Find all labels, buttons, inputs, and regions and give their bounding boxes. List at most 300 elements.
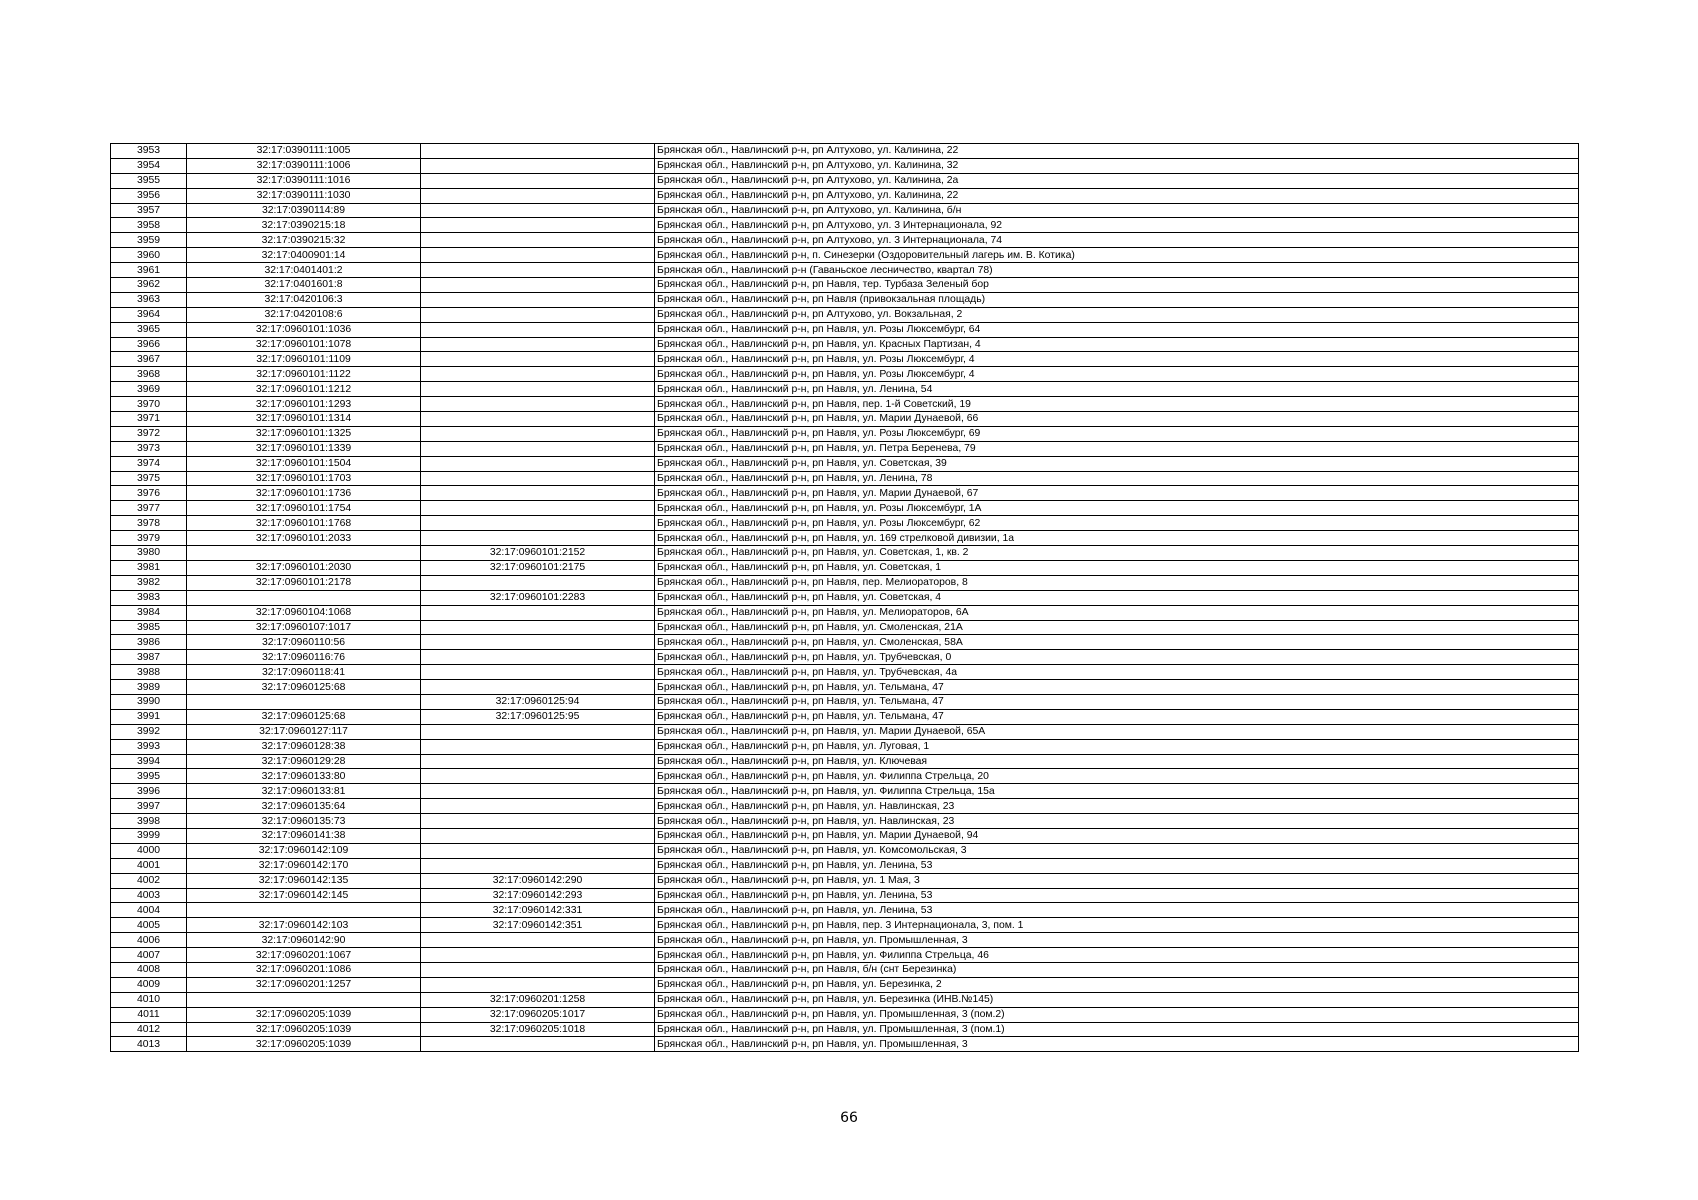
table-row (111, 843, 1579, 858)
address-cell: Брянская обл., Навлинский р-н, рп Навля, ул. Березинка (ИНВ.№145) (655, 992, 1579, 1007)
row-number-cell: 3991 (111, 709, 187, 724)
object-cadastral-number-cell: 32:17:0960142:331 (421, 903, 655, 918)
row-number-cell: 3963 (111, 292, 187, 307)
row-number-cell: 4007 (111, 948, 187, 963)
row-number-cell: 3967 (111, 352, 187, 367)
row-number-cell: 4004 (111, 903, 187, 918)
address-cell: Брянская обл., Навлинский р-н, рп Навля, ул. Филиппа Стрельца, 15а (655, 784, 1579, 799)
land-cadastral-number-cell: 32:17:0960142:170 (187, 858, 421, 873)
table-row (111, 203, 1579, 218)
object-cadastral-number-cell (421, 203, 655, 218)
row-number-cell: 3970 (111, 397, 187, 412)
address-cell: Брянская обл., Навлинский р-н, рп Навля, ул. Розы Люксембург, 1А (655, 501, 1579, 516)
land-cadastral-number-cell: 32:17:0960135:64 (187, 799, 421, 814)
page-number: 66 (840, 1110, 858, 1126)
row-number-cell: 3962 (111, 278, 187, 293)
table-row (111, 426, 1579, 441)
table-row (111, 828, 1579, 843)
land-cadastral-number-cell: 32:17:0960125:68 (187, 680, 421, 695)
address-cell: Брянская обл., Навлинский р-н, рп Алтухово, ул. Калинина, 32 (655, 158, 1579, 173)
address-cell: Брянская обл., Навлинский р-н, рп Навля, ул. Трубчевская, 0 (655, 650, 1579, 665)
object-cadastral-number-cell (421, 218, 655, 233)
land-cadastral-number-cell (187, 590, 421, 605)
address-cell: Брянская обл., Навлинский р-н, рп Навля, ул. Розы Люксембург, 69 (655, 426, 1579, 441)
address-cell: Брянская обл., Навлинский р-н, рп Алтухово, ул. Калинина, 22 (655, 144, 1579, 159)
address-cell: Брянская обл., Навлинский р-н, рп Алтухово, ул. 3 Интернационала, 74 (655, 233, 1579, 248)
address-cell: Брянская обл., Навлинский р-н, рп Навля, ул. Филиппа Стрельца, 20 (655, 769, 1579, 784)
table-row (111, 754, 1579, 769)
land-cadastral-number-cell: 32:17:0401401:2 (187, 263, 421, 278)
table-row (111, 650, 1579, 665)
table-row (111, 992, 1579, 1007)
land-cadastral-number-cell: 32:17:0960101:1703 (187, 471, 421, 486)
table-row (111, 233, 1579, 248)
table-row (111, 948, 1579, 963)
row-number-cell: 3973 (111, 441, 187, 456)
object-cadastral-number-cell (421, 501, 655, 516)
land-cadastral-number-cell: 32:17:0960133:81 (187, 784, 421, 799)
address-cell: Брянская обл., Навлинский р-н, рп Алтухово, ул. Вокзальная, 2 (655, 307, 1579, 322)
object-cadastral-number-cell (421, 471, 655, 486)
object-cadastral-number-cell (421, 1037, 655, 1052)
row-number-cell: 3983 (111, 590, 187, 605)
address-cell: Брянская обл., Навлинский р-н, рп Навля, ул. Промышленная, 3 (655, 933, 1579, 948)
table-row (111, 471, 1579, 486)
address-cell: Брянская обл., Навлинский р-н, рп Навля, ул. Розы Люксембург, 4 (655, 352, 1579, 367)
object-cadastral-number-cell (421, 278, 655, 293)
land-cadastral-number-cell: 32:17:0960142:109 (187, 843, 421, 858)
object-cadastral-number-cell (421, 575, 655, 590)
row-number-cell: 4002 (111, 873, 187, 888)
object-cadastral-number-cell: 32:17:0960125:95 (421, 709, 655, 724)
table-row (111, 367, 1579, 382)
table-row (111, 441, 1579, 456)
address-cell: Брянская обл., Навлинский р-н, рп Навля, ул. Тельмана, 47 (655, 680, 1579, 695)
row-number-cell: 3956 (111, 188, 187, 203)
address-cell: Брянская обл., Навлинский р-н, рп Навля, ул. Марии Дунаевой, 66 (655, 412, 1579, 427)
row-number-cell: 3968 (111, 367, 187, 382)
object-cadastral-number-cell: 32:17:0960101:2175 (421, 560, 655, 575)
property-table-body (111, 144, 1579, 1052)
object-cadastral-number-cell (421, 680, 655, 695)
land-cadastral-number-cell: 32:17:0960201:1257 (187, 977, 421, 992)
row-number-cell: 3985 (111, 620, 187, 635)
row-number-cell: 4013 (111, 1037, 187, 1052)
object-cadastral-number-cell (421, 814, 655, 829)
land-cadastral-number-cell: 32:17:0960142:90 (187, 933, 421, 948)
land-cadastral-number-cell: 32:17:0960205:1039 (187, 1037, 421, 1052)
object-cadastral-number-cell (421, 337, 655, 352)
table-row (111, 397, 1579, 412)
object-cadastral-number-cell (421, 531, 655, 546)
table-row (111, 799, 1579, 814)
address-cell: Брянская обл., Навлинский р-н, п. Синезерки (Оздоровительный лагерь им. В. Котика) (655, 248, 1579, 263)
row-number-cell: 3998 (111, 814, 187, 829)
table-row (111, 680, 1579, 695)
row-number-cell: 3972 (111, 426, 187, 441)
land-cadastral-number-cell: 32:17:0960101:2178 (187, 575, 421, 590)
land-cadastral-number-cell: 32:17:0390111:1030 (187, 188, 421, 203)
row-number-cell: 3954 (111, 158, 187, 173)
address-cell: Брянская обл., Навлинский р-н, рп Навля, ул. Марии Дунаевой, 67 (655, 486, 1579, 501)
object-cadastral-number-cell (421, 382, 655, 397)
row-number-cell: 3987 (111, 650, 187, 665)
table-row (111, 814, 1579, 829)
land-cadastral-number-cell: 32:17:0390215:32 (187, 233, 421, 248)
address-cell: Брянская обл., Навлинский р-н, рп Навля, ул. Ленина, 54 (655, 382, 1579, 397)
row-number-cell: 3981 (111, 560, 187, 575)
table-row (111, 575, 1579, 590)
address-cell: Брянская обл., Навлинский р-н, рп Навля, ул. Смоленская, 58А (655, 635, 1579, 650)
table-row (111, 412, 1579, 427)
land-cadastral-number-cell: 32:17:0960101:1339 (187, 441, 421, 456)
row-number-cell: 3974 (111, 456, 187, 471)
land-cadastral-number-cell: 32:17:0960135:73 (187, 814, 421, 829)
table-row (111, 858, 1579, 873)
table-row (111, 173, 1579, 188)
object-cadastral-number-cell (421, 620, 655, 635)
table-row (111, 1007, 1579, 1022)
land-cadastral-number-cell (187, 903, 421, 918)
address-cell: Брянская обл., Навлинский р-н, рп Алтухово, ул. Калинина, б/н (655, 203, 1579, 218)
land-cadastral-number-cell: 32:17:0960101:2033 (187, 531, 421, 546)
address-cell: Брянская обл., Навлинский р-н, рп Навля, ул. Розы Люксембург, 64 (655, 322, 1579, 337)
address-cell: Брянская обл., Навлинский р-н, рп Навля, ул. Марии Дунаевой, 94 (655, 828, 1579, 843)
row-number-cell: 4003 (111, 888, 187, 903)
table-row (111, 158, 1579, 173)
land-cadastral-number-cell: 32:17:0960127:117 (187, 724, 421, 739)
land-cadastral-number-cell: 32:17:0960205:1039 (187, 1022, 421, 1037)
address-cell: Брянская обл., Навлинский р-н, рп Навля, ул. Советская, 4 (655, 590, 1579, 605)
object-cadastral-number-cell: 32:17:0960101:2283 (421, 590, 655, 605)
table-row (111, 903, 1579, 918)
table-row (111, 188, 1579, 203)
table-row (111, 307, 1579, 322)
land-cadastral-number-cell (187, 992, 421, 1007)
address-cell: Брянская обл., Навлинский р-н, рп Навля, ул. Ленина, 78 (655, 471, 1579, 486)
address-cell: Брянская обл., Навлинский р-н, рп Навля, б/н (снт Березинка) (655, 962, 1579, 977)
table-row (111, 739, 1579, 754)
table-row (111, 352, 1579, 367)
table-row (111, 620, 1579, 635)
row-number-cell: 3969 (111, 382, 187, 397)
land-cadastral-number-cell: 32:17:0960128:38 (187, 739, 421, 754)
address-cell: Брянская обл., Навлинский р-н, рп Навля, ул. Ленина, 53 (655, 888, 1579, 903)
object-cadastral-number-cell (421, 665, 655, 680)
table-row (111, 1022, 1579, 1037)
address-cell: Брянская обл., Навлинский р-н, рп Навля, ул. 169 стрелковой дивизии, 1а (655, 531, 1579, 546)
object-cadastral-number-cell (421, 635, 655, 650)
row-number-cell: 4005 (111, 918, 187, 933)
row-number-cell: 3957 (111, 203, 187, 218)
row-number-cell: 3964 (111, 307, 187, 322)
object-cadastral-number-cell (421, 650, 655, 665)
row-number-cell: 4012 (111, 1022, 187, 1037)
address-cell: Брянская обл., Навлинский р-н, рп Алтухово, ул. Калинина, 22 (655, 188, 1579, 203)
object-cadastral-number-cell (421, 248, 655, 263)
row-number-cell: 3979 (111, 531, 187, 546)
land-cadastral-number-cell: 32:17:0960101:2030 (187, 560, 421, 575)
table-row (111, 769, 1579, 784)
address-cell: Брянская обл., Навлинский р-н, рп Навля, ул. Марии Дунаевой, 65А (655, 724, 1579, 739)
object-cadastral-number-cell (421, 739, 655, 754)
row-number-cell: 4009 (111, 977, 187, 992)
row-number-cell: 3955 (111, 173, 187, 188)
row-number-cell: 3966 (111, 337, 187, 352)
object-cadastral-number-cell (421, 144, 655, 159)
land-cadastral-number-cell: 32:17:0960142:103 (187, 918, 421, 933)
land-cadastral-number-cell: 32:17:0960104:1068 (187, 605, 421, 620)
row-number-cell: 3986 (111, 635, 187, 650)
row-number-cell: 4008 (111, 962, 187, 977)
land-cadastral-number-cell: 32:17:0401601:8 (187, 278, 421, 293)
land-cadastral-number-cell: 32:17:0960201:1067 (187, 948, 421, 963)
address-cell: Брянская обл., Навлинский р-н, рп Навля (привокзальная площадь) (655, 292, 1579, 307)
object-cadastral-number-cell: 32:17:0960205:1017 (421, 1007, 655, 1022)
address-cell: Брянская обл., Навлинский р-н, рп Навля, ул. Ключевая (655, 754, 1579, 769)
table-row (111, 456, 1579, 471)
object-cadastral-number-cell (421, 948, 655, 963)
table-row (111, 560, 1579, 575)
land-cadastral-number-cell: 32:17:0960141:38 (187, 828, 421, 843)
address-cell: Брянская обл., Навлинский р-н, рп Навля, ул. Ленина, 53 (655, 858, 1579, 873)
land-cadastral-number-cell: 32:17:0960101:1736 (187, 486, 421, 501)
address-cell: Брянская обл., Навлинский р-н, рп Навля, ул. Промышленная, 3 (пом.1) (655, 1022, 1579, 1037)
land-cadastral-number-cell: 32:17:0420108:6 (187, 307, 421, 322)
land-cadastral-number-cell: 32:17:0960142:145 (187, 888, 421, 903)
address-cell: Брянская обл., Навлинский р-н, рп Навля, ул. Трубчевская, 4а (655, 665, 1579, 680)
table-row (111, 337, 1579, 352)
land-cadastral-number-cell: 32:17:0960101:1122 (187, 367, 421, 382)
land-cadastral-number-cell: 32:17:0960101:1293 (187, 397, 421, 412)
row-number-cell: 3978 (111, 516, 187, 531)
address-cell: Брянская обл., Навлинский р-н, рп Навля, тер. Турбаза Зеленый бор (655, 278, 1579, 293)
object-cadastral-number-cell (421, 233, 655, 248)
land-cadastral-number-cell: 32:17:0960101:1504 (187, 456, 421, 471)
row-number-cell: 3988 (111, 665, 187, 680)
table-row (111, 144, 1579, 159)
address-cell: Брянская обл., Навлинский р-н (Гаваньское лесничество, квартал 78) (655, 263, 1579, 278)
row-number-cell: 3995 (111, 769, 187, 784)
land-cadastral-number-cell: 32:17:0390114:89 (187, 203, 421, 218)
row-number-cell: 3993 (111, 739, 187, 754)
property-table (110, 143, 1579, 1052)
object-cadastral-number-cell (421, 724, 655, 739)
address-cell: Брянская обл., Навлинский р-н, рп Навля, ул. Промышленная, 3 (655, 1037, 1579, 1052)
address-cell: Брянская обл., Навлинский р-н, рп Навля, ул. Мелиораторов, 6А (655, 605, 1579, 620)
object-cadastral-number-cell (421, 769, 655, 784)
address-cell: Брянская обл., Навлинский р-н, рп Навля, ул. Навлинская, 23 (655, 799, 1579, 814)
object-cadastral-number-cell (421, 828, 655, 843)
address-cell: Брянская обл., Навлинский р-н, рп Навля, ул. Розы Люксембург, 4 (655, 367, 1579, 382)
row-number-cell: 3965 (111, 322, 187, 337)
object-cadastral-number-cell (421, 799, 655, 814)
table-row (111, 531, 1579, 546)
table-row (111, 248, 1579, 263)
table-row (111, 546, 1579, 561)
object-cadastral-number-cell (421, 426, 655, 441)
land-cadastral-number-cell: 32:17:0960118:41 (187, 665, 421, 680)
table-row (111, 605, 1579, 620)
object-cadastral-number-cell (421, 397, 655, 412)
row-number-cell: 3992 (111, 724, 187, 739)
object-cadastral-number-cell (421, 322, 655, 337)
row-number-cell: 3984 (111, 605, 187, 620)
land-cadastral-number-cell: 32:17:0960101:1768 (187, 516, 421, 531)
object-cadastral-number-cell (421, 933, 655, 948)
table-row (111, 635, 1579, 650)
table-row (111, 962, 1579, 977)
table-row (111, 278, 1579, 293)
table-row (111, 486, 1579, 501)
object-cadastral-number-cell (421, 784, 655, 799)
address-cell: Брянская обл., Навлинский р-н, рп Алтухово, ул. 3 Интернационала, 92 (655, 218, 1579, 233)
address-cell: Брянская обл., Навлинский р-н, рп Навля, пер. 1-й Советский, 19 (655, 397, 1579, 412)
table-row (111, 516, 1579, 531)
object-cadastral-number-cell (421, 412, 655, 427)
land-cadastral-number-cell: 32:17:0960201:1086 (187, 962, 421, 977)
object-cadastral-number-cell: 32:17:0960142:293 (421, 888, 655, 903)
row-number-cell: 3996 (111, 784, 187, 799)
object-cadastral-number-cell (421, 605, 655, 620)
land-cadastral-number-cell: 32:17:0960133:80 (187, 769, 421, 784)
table-row (111, 724, 1579, 739)
land-cadastral-number-cell: 32:17:0960142:135 (187, 873, 421, 888)
row-number-cell: 3976 (111, 486, 187, 501)
object-cadastral-number-cell (421, 263, 655, 278)
row-number-cell: 3997 (111, 799, 187, 814)
row-number-cell: 3989 (111, 680, 187, 695)
row-number-cell: 3980 (111, 546, 187, 561)
row-number-cell: 4006 (111, 933, 187, 948)
land-cadastral-number-cell: 32:17:0960107:1017 (187, 620, 421, 635)
land-cadastral-number-cell: 32:17:0960101:1036 (187, 322, 421, 337)
row-number-cell: 4011 (111, 1007, 187, 1022)
object-cadastral-number-cell (421, 843, 655, 858)
table-row (111, 694, 1579, 709)
address-cell: Брянская обл., Навлинский р-н, рп Навля, ул. Советская, 1 (655, 560, 1579, 575)
table-row (111, 501, 1579, 516)
land-cadastral-number-cell: 32:17:0960125:68 (187, 709, 421, 724)
address-cell: Брянская обл., Навлинский р-н, рп Алтухово, ул. Калинина, 2а (655, 173, 1579, 188)
address-cell: Брянская обл., Навлинский р-н, рп Навля, пер. 3 Интернационала, 3, пом. 1 (655, 918, 1579, 933)
land-cadastral-number-cell: 32:17:0960205:1039 (187, 1007, 421, 1022)
object-cadastral-number-cell (421, 516, 655, 531)
address-cell: Брянская обл., Навлинский р-н, рп Навля, ул. Красных Партизан, 4 (655, 337, 1579, 352)
object-cadastral-number-cell (421, 158, 655, 173)
row-number-cell: 3953 (111, 144, 187, 159)
table-row (111, 382, 1579, 397)
land-cadastral-number-cell: 32:17:0960101:1109 (187, 352, 421, 367)
object-cadastral-number-cell (421, 858, 655, 873)
land-cadastral-number-cell (187, 694, 421, 709)
table-row (111, 218, 1579, 233)
object-cadastral-number-cell (421, 173, 655, 188)
object-cadastral-number-cell: 32:17:0960101:2152 (421, 546, 655, 561)
object-cadastral-number-cell (421, 754, 655, 769)
address-cell: Брянская обл., Навлинский р-н, рп Навля, ул. Комсомольская, 3 (655, 843, 1579, 858)
land-cadastral-number-cell: 32:17:0390111:1005 (187, 144, 421, 159)
object-cadastral-number-cell (421, 486, 655, 501)
row-number-cell: 3977 (111, 501, 187, 516)
row-number-cell: 3975 (111, 471, 187, 486)
land-cadastral-number-cell: 32:17:0390215:18 (187, 218, 421, 233)
row-number-cell: 4001 (111, 858, 187, 873)
land-cadastral-number-cell: 32:17:0400901:14 (187, 248, 421, 263)
object-cadastral-number-cell: 32:17:0960201:1258 (421, 992, 655, 1007)
object-cadastral-number-cell (421, 188, 655, 203)
object-cadastral-number-cell: 32:17:0960142:290 (421, 873, 655, 888)
object-cadastral-number-cell (421, 352, 655, 367)
address-cell: Брянская обл., Навлинский р-н, рп Навля, ул. Березинка, 2 (655, 977, 1579, 992)
object-cadastral-number-cell (421, 456, 655, 471)
table-row (111, 709, 1579, 724)
table-row (111, 1037, 1579, 1052)
land-cadastral-number-cell: 32:17:0960101:1314 (187, 412, 421, 427)
row-number-cell: 4010 (111, 992, 187, 1007)
land-cadastral-number-cell: 32:17:0960101:1325 (187, 426, 421, 441)
land-cadastral-number-cell: 32:17:0960101:1212 (187, 382, 421, 397)
object-cadastral-number-cell (421, 441, 655, 456)
address-cell: Брянская обл., Навлинский р-н, рп Навля, ул. Ленина, 53 (655, 903, 1579, 918)
address-cell: Брянская обл., Навлинский р-н, рп Навля, ул. 1 Мая, 3 (655, 873, 1579, 888)
object-cadastral-number-cell (421, 307, 655, 322)
address-cell: Брянская обл., Навлинский р-н, рп Навля, ул. Тельмана, 47 (655, 709, 1579, 724)
row-number-cell: 3960 (111, 248, 187, 263)
row-number-cell: 3958 (111, 218, 187, 233)
table-row (111, 888, 1579, 903)
table-row (111, 784, 1579, 799)
object-cadastral-number-cell: 32:17:0960142:351 (421, 918, 655, 933)
row-number-cell: 3961 (111, 263, 187, 278)
object-cadastral-number-cell: 32:17:0960205:1018 (421, 1022, 655, 1037)
row-number-cell: 3982 (111, 575, 187, 590)
land-cadastral-number-cell: 32:17:0390111:1016 (187, 173, 421, 188)
row-number-cell: 4000 (111, 843, 187, 858)
table-row (111, 665, 1579, 680)
row-number-cell: 3999 (111, 828, 187, 843)
row-number-cell: 3994 (111, 754, 187, 769)
table-row (111, 292, 1579, 307)
object-cadastral-number-cell (421, 292, 655, 307)
land-cadastral-number-cell: 32:17:0960110:56 (187, 635, 421, 650)
table-row (111, 933, 1579, 948)
object-cadastral-number-cell (421, 977, 655, 992)
address-cell: Брянская обл., Навлинский р-н, рп Навля, ул. Смоленская, 21А (655, 620, 1579, 635)
row-number-cell: 3990 (111, 694, 187, 709)
land-cadastral-number-cell: 32:17:0390111:1006 (187, 158, 421, 173)
row-number-cell: 3959 (111, 233, 187, 248)
object-cadastral-number-cell (421, 367, 655, 382)
address-cell: Брянская обл., Навлинский р-н, рп Навля, пер. Мелиораторов, 8 (655, 575, 1579, 590)
land-cadastral-number-cell: 32:17:0960129:28 (187, 754, 421, 769)
land-cadastral-number-cell: 32:17:0420106:3 (187, 292, 421, 307)
address-cell: Брянская обл., Навлинский р-н, рп Навля, ул. Советская, 39 (655, 456, 1579, 471)
land-cadastral-number-cell: 32:17:0960101:1078 (187, 337, 421, 352)
address-cell: Брянская обл., Навлинский р-н, рп Навля, ул. Розы Люксембург, 62 (655, 516, 1579, 531)
address-cell: Брянская обл., Навлинский р-н, рп Навля, ул. Советская, 1, кв. 2 (655, 546, 1579, 561)
object-cadastral-number-cell (421, 962, 655, 977)
object-cadastral-number-cell: 32:17:0960125:94 (421, 694, 655, 709)
address-cell: Брянская обл., Навлинский р-н, рп Навля, ул. Тельмана, 47 (655, 694, 1579, 709)
land-cadastral-number-cell (187, 546, 421, 561)
land-cadastral-number-cell: 32:17:0960101:1754 (187, 501, 421, 516)
table-row (111, 263, 1579, 278)
address-cell: Брянская обл., Навлинский р-н, рп Навля, ул. Петра Беренева, 79 (655, 441, 1579, 456)
address-cell: Брянская обл., Навлинский р-н, рп Навля, ул. Навлинская, 23 (655, 814, 1579, 829)
table-row (111, 977, 1579, 992)
table-row (111, 590, 1579, 605)
